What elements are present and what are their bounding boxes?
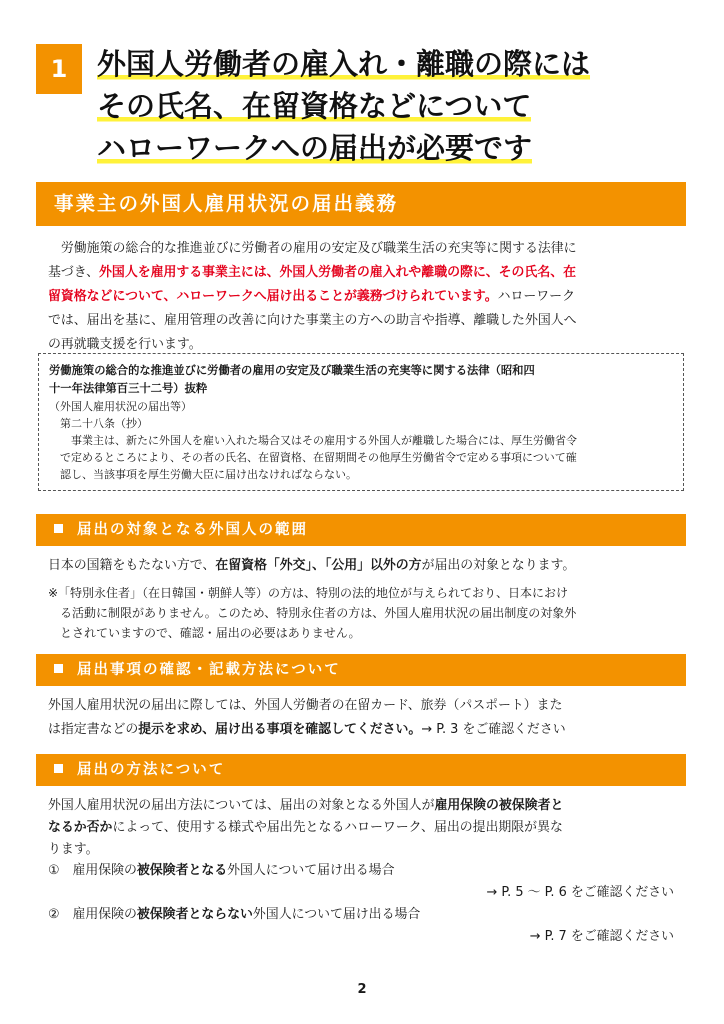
confirm-paragraph: [48, 694, 688, 742]
method-line-3: ります。: [48, 841, 99, 857]
method-section-title: 届出の方法について: [77, 762, 226, 778]
confirm-text: は指定書などの: [48, 722, 139, 737]
note-line-3: とされていますので、確認・届出の必要はありません。: [48, 626, 361, 640]
method-item-emphasis: 被保険者となる: [136, 863, 228, 879]
note-line-2: る活動に制限がありません。このため、特別永住者の方は、外国人雇用状況の届出制度の対象外: [48, 606, 577, 620]
scope-paragraph: [48, 554, 688, 578]
confirm-line-1: 外国人雇用状況の届出に際しては、外国人労働者の在留カード、旅券（パスポート）また: [48, 698, 563, 713]
law-line-2: 第二十八条（抄）: [49, 417, 148, 430]
square-bullet-icon: [54, 764, 63, 773]
law-line-4: で定めるところにより、その者の氏名、在留資格、在留期間その他厚生労働省令で定める事項について確: [49, 451, 577, 464]
page-title-line-1: 外国人労働者の雇入れ・離職の際には: [97, 47, 591, 81]
law-title-line-2: 十一年法律第百三十二号）抜粋: [49, 382, 208, 395]
method-line-2: [48, 817, 688, 839]
method-item-1: [48, 860, 688, 882]
intro-text: 基づき、: [48, 265, 100, 280]
scope-text: が届出の対象となります。: [421, 558, 576, 573]
method-item-text: 外国人について届け出る場合: [227, 863, 395, 879]
intro-line-5: の再就職支援を行います。: [48, 337, 202, 352]
method-item-emphasis: 被保険者とならない: [136, 906, 253, 922]
special-resident-note: [48, 583, 688, 643]
scope-section-title: 届出の対象となる外国人の範囲: [77, 522, 308, 538]
law-line-5: 認し、当該事項を厚生労働大臣に届け出なければならない。: [49, 468, 357, 481]
note-line-1: ※「特別永住者」（在日韓国・朝鮮人等）の方は、特別の法的地位が与えられており、日本におけ: [48, 586, 569, 600]
method-item-text: ② 雇用保険の: [48, 906, 137, 922]
method-emphasis: なるか否か: [48, 819, 113, 835]
intro-text: ハローワーク: [497, 289, 575, 304]
law-excerpt-box: [38, 353, 684, 491]
law-line-3: 事業主は、新たに外国人を雇い入れた場合又はその雇用する外国人が離職した場合には、厚生労働省令: [49, 434, 577, 447]
confirm-section-title: 届出事項の確認・記載方法について: [77, 662, 341, 678]
confirm-line-2: [48, 718, 688, 742]
law-title-line-1: 労働施策の総合的な推進並びに労働者の雇用の安定及び職業生活の充実等に関する法律（昭和四: [49, 364, 535, 377]
scope-text: 日本の国籍をもたない方で、: [48, 558, 216, 573]
method-item-text: 外国人について届け出る場合: [252, 906, 421, 922]
scope-line-1: [48, 554, 688, 578]
method-line-1: [48, 795, 688, 817]
method-item-1-reference: → P. 5 ～ P. 6 をご確認ください: [486, 885, 674, 901]
confirm-emphasis: 提示を求め、届け出る事項を確認してください。: [138, 722, 422, 737]
intro-line-4: では、届出を基に、雇用管理の改善に向けた事業主の方への助言や指導、離職した外国人へ: [48, 313, 577, 328]
section-number-badge: 1: [36, 44, 82, 94]
intro-emphasis: 留資格などについて、ハローワークへ届け出ることが義務づけられています。: [48, 289, 498, 304]
method-section-heading: [36, 754, 686, 786]
scope-emphasis: 在留資格「外交」、「公用」以外の方: [215, 558, 422, 573]
method-text: 外国人雇用状況の届出方法については、届出の対象となる外国人が: [48, 798, 435, 813]
method-emphasis: 雇用保険の被保険者と: [434, 798, 564, 813]
square-bullet-icon: [54, 664, 63, 673]
intro-line-1: 労働施策の総合的な推進並びに労働者の雇用の安定及び職業生活の充実等に関する法律に: [48, 241, 577, 256]
intro-line-2: [48, 261, 688, 285]
method-paragraph: [48, 795, 688, 948]
method-item-2: [48, 904, 688, 926]
law-line-1: （外国人雇用状況の届出等）: [49, 400, 192, 413]
method-item-text: ① 雇用保険の: [48, 863, 137, 879]
intro-emphasis: 外国人を雇用する事業主には、外国人労働者の雇入れや離職の際に、その氏名、在: [99, 265, 576, 280]
page-title-line-2: その氏名、在留資格などについて: [97, 89, 532, 123]
method-text: によって、使用する様式や届出先となるハローワーク、届出の提出期限が異な: [112, 819, 563, 835]
page-title-line-3: ハローワークへの届出が必要です: [97, 131, 533, 165]
scope-section-heading: [36, 514, 686, 546]
main-section-heading: 事業主の外国人雇用状況の届出義務: [36, 182, 686, 226]
page-reference: → P. 3 をご確認ください: [421, 722, 566, 737]
intro-paragraph: [48, 237, 688, 357]
page-number: 2: [357, 982, 367, 997]
square-bullet-icon: [54, 524, 63, 533]
confirm-section-heading: [36, 654, 686, 686]
intro-line-3: [48, 285, 688, 309]
method-item-2-reference: → P. 7 をご確認ください: [529, 928, 674, 944]
